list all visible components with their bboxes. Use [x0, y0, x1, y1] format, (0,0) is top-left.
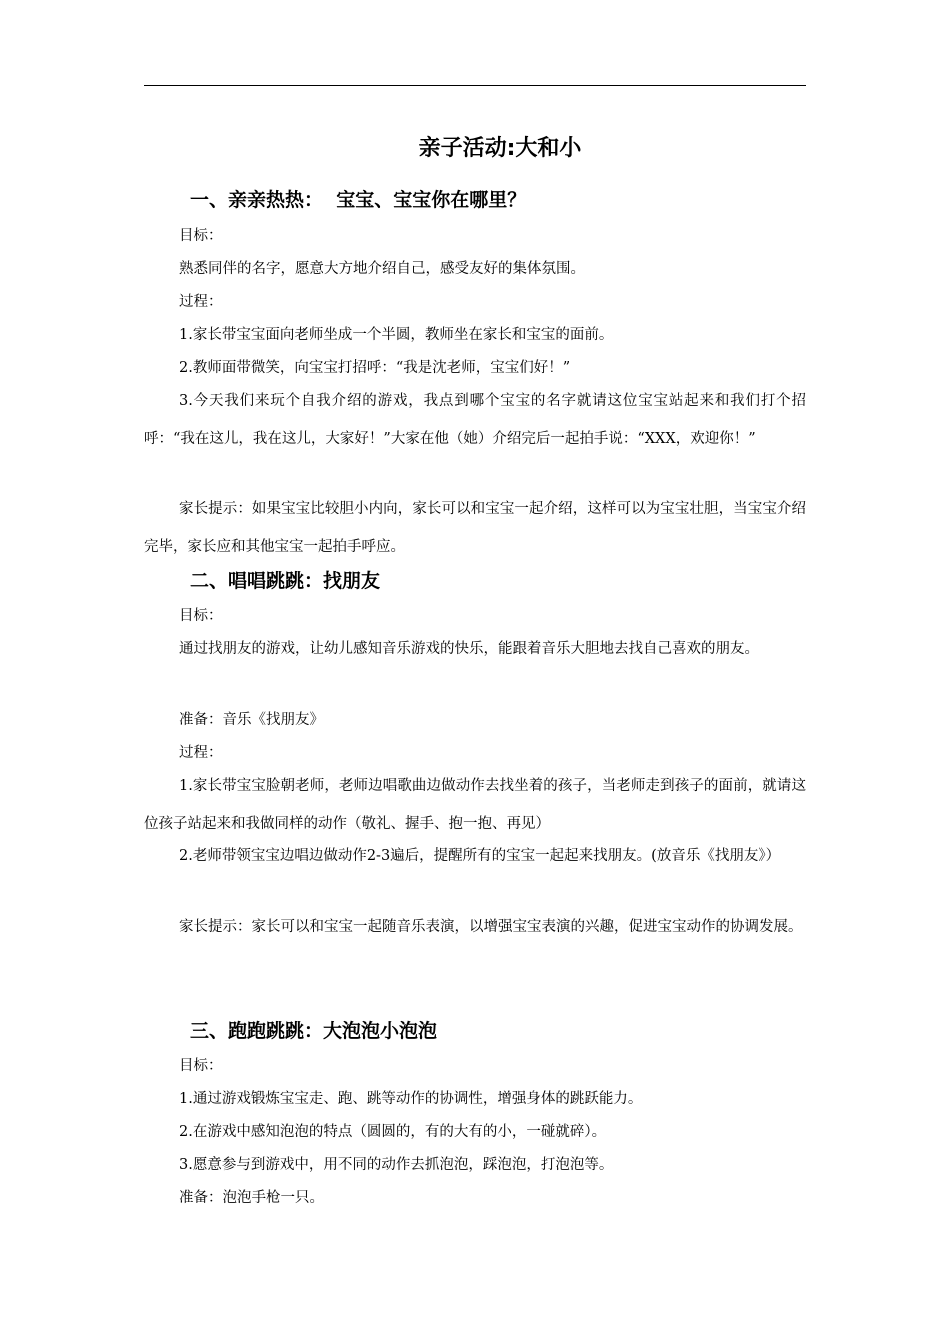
section-2-process-label: 过程： — [179, 745, 223, 761]
section-2-goal: 通过找朋友的游戏，让幼儿感知音乐游戏的快乐，能跟着音乐大胆地去找自己喜欢的朋友。 — [179, 641, 759, 657]
section-1-step-3: 3.今天我们来玩个自我介绍的游戏，我点到哪个宝宝的名字就请这位宝宝站起来和我们打个招呼：“我在这儿，我在这儿，大家好！”大家在他（她）介绍完后一起拍手说：“XXX，欢迎你！” — [144, 393, 806, 447]
section-2-step-2: 2.老师带领宝宝边唱边做动作2-3遍后，提醒所有的宝宝一起起来找朋友。(放音乐《找朋友》） — [179, 848, 781, 864]
section-1-step-2: 2.教师面带微笑，向宝宝打招呼：“我是沈老师，宝宝们好！” — [179, 360, 571, 376]
section-2-step-1: 1.家长带宝宝脸朝老师，老师边唱歌曲边做动作去找坐着的孩子，当老师走到孩子的面前，就请这位孩子站起来和我做同样的动作（敬礼、握手、抱一抱、再见） — [144, 778, 806, 832]
section-3-goal-3: 3.愿意参与到游戏中，用不同的动作去抓泡泡，踩泡泡，打泡泡等。 — [179, 1157, 614, 1173]
section-3-heading: 三、跑跑跳跳：大泡泡小泡泡 — [190, 1020, 438, 1042]
section-1-goal: 熟悉同伴的名字，愿意大方地介绍自己，感受友好的集体氛围。 — [179, 261, 585, 277]
section-1-heading: 一、亲亲热热： 宝宝、宝宝你在哪里？ — [190, 189, 527, 211]
section-1-process-label: 过程： — [179, 294, 223, 310]
section-2-heading: 二、唱唱跳跳：找朋友 — [190, 570, 381, 592]
section-2-parent-tip: 家长提示：家长可以和宝宝一起随音乐表演，以增强宝宝表演的兴趣，促进宝宝动作的协调发展。 — [179, 919, 803, 935]
header-rule — [144, 85, 806, 86]
section-3-goal-2: 2.在游戏中感知泡泡的特点（圆圆的，有的大有的小，一碰就碎）。 — [179, 1124, 607, 1140]
section-3-goal-1: 1.通过游戏锻炼宝宝走、跑、跳等动作的协调性，增强身体的跳跃能力。 — [179, 1091, 643, 1107]
section-1-goal-label: 目标： — [179, 228, 223, 244]
section-2-goal-label: 目标： — [179, 608, 223, 624]
section-1-parent-tip: 家长提示：如果宝宝比较胆小内向，家长可以和宝宝一起介绍，这样可以为宝宝壮胆，当宝宝介绍完毕，家长应和其他宝宝一起拍手呼应。 — [144, 501, 806, 555]
section-1-step-1: 1.家长带宝宝面向老师坐成一个半圆，教师坐在家长和宝宝的面前。 — [179, 327, 614, 343]
section-2-prep: 准备：音乐《找朋友》 — [179, 712, 324, 728]
document-title: 亲子活动:大和小 — [418, 136, 582, 161]
section-3-goal-label: 目标： — [179, 1058, 223, 1074]
section-3-prep: 准备：泡泡手枪一只。 — [179, 1190, 324, 1206]
